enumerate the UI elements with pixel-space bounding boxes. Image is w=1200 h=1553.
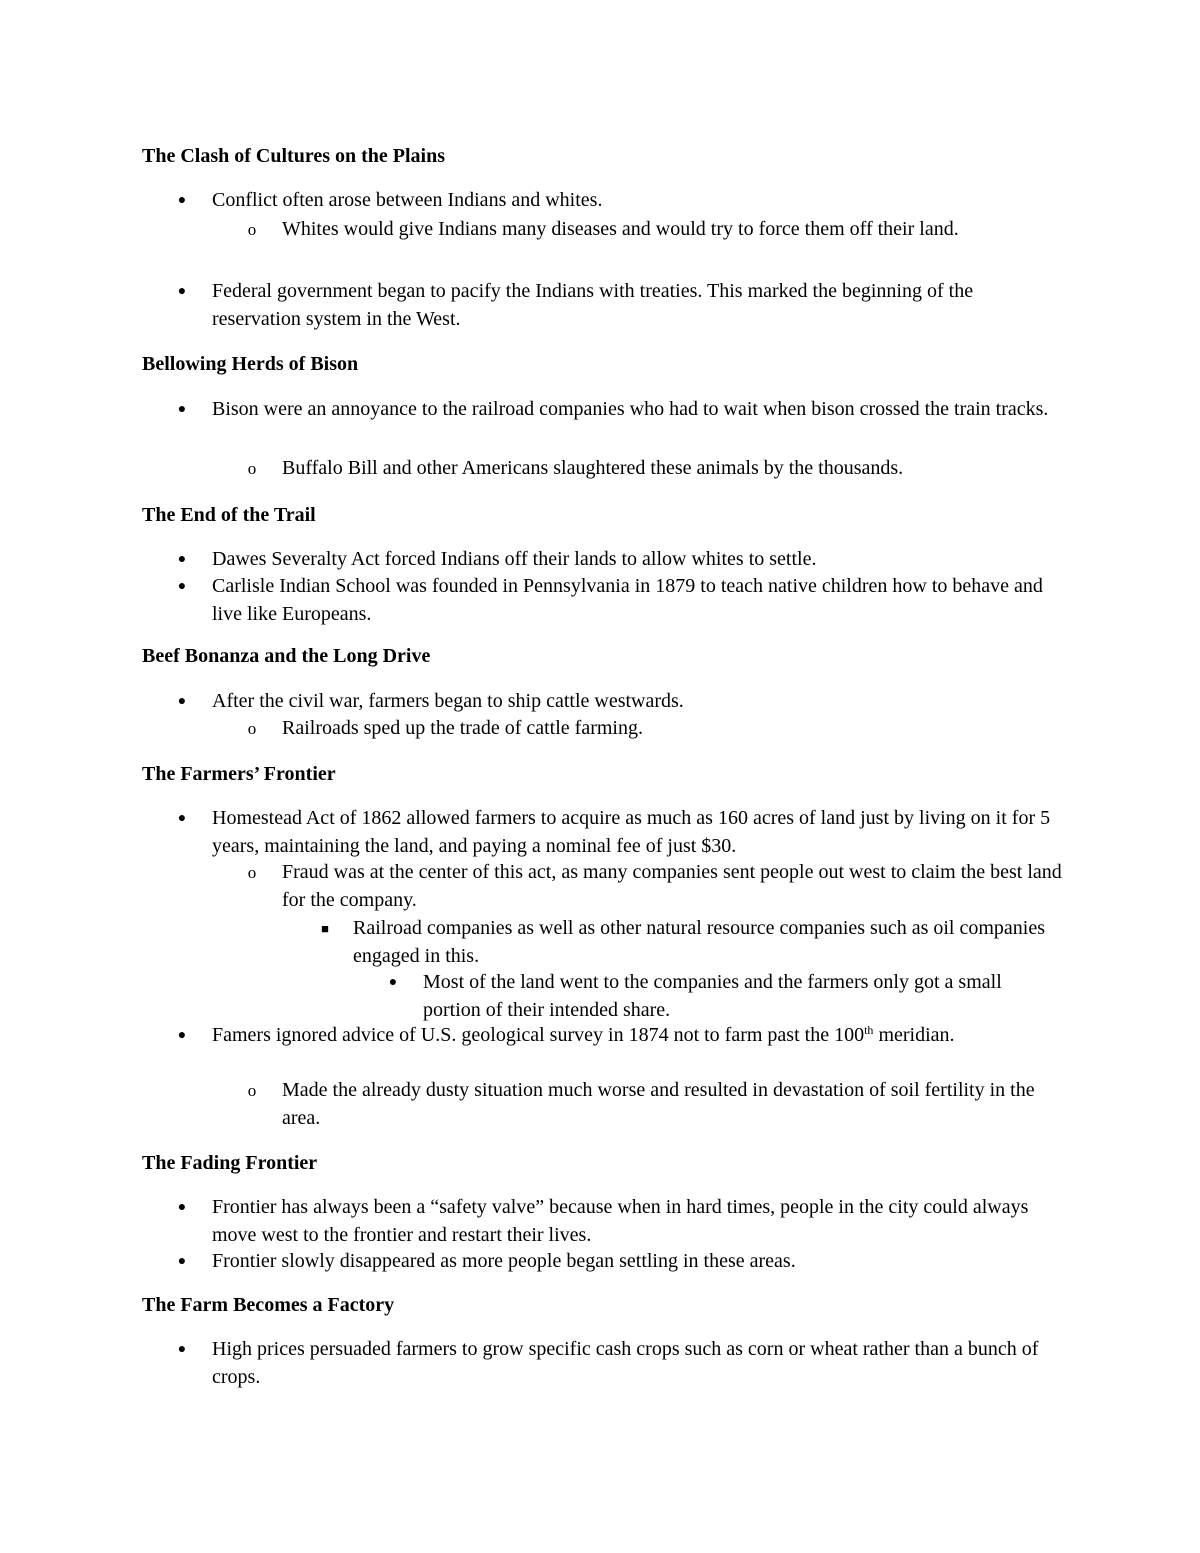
bullet-dot-icon: ● <box>177 552 187 567</box>
bullet-text: Most of the land went to the companies and the farmers only got a small portion of their intended share. <box>423 971 1002 1021</box>
bullet-circle-icon: o <box>247 863 257 882</box>
bullet-item <box>177 573 1062 628</box>
bullet-dot-icon: ● <box>177 1028 187 1043</box>
bullet-dot-icon: ● <box>177 694 187 709</box>
bullet-dot-icon: ● <box>177 1342 187 1357</box>
bullet-text: Dawes Severalty Act forced Indians off their lands to allow whites to settle. <box>212 548 817 570</box>
bullet-dot-icon: ● <box>177 579 187 594</box>
bullet-text: Federal government began to pacify the Indians with treaties. This marked the beginning of the reservation system in the West. <box>212 280 974 330</box>
bullet-text: Conflict often arose between Indians and whites. <box>212 189 603 211</box>
bullet-item <box>177 187 1062 215</box>
bullet-text: Railroad companies as well as other natural resource companies such as oil companies engaged in this. <box>353 917 1045 967</box>
bullet-text <box>212 1022 1062 1050</box>
sub-bullet-item <box>247 1077 1062 1132</box>
ordinal-superscript: th <box>864 1023 874 1037</box>
section-heading: Bellowing Herds of Bison <box>142 353 359 375</box>
section-heading: The Fading Frontier <box>142 1152 318 1174</box>
bullet-circle-icon: o <box>247 459 257 478</box>
bullet-item <box>177 396 1062 424</box>
bullet-text: Whites would give Indians many diseases and would try to force them off their land. <box>282 218 959 240</box>
bullet-text: Buffalo Bill and other Americans slaughtered these animals by the thousands. <box>282 457 904 479</box>
section-heading: The Farmers’ Frontier <box>142 763 336 785</box>
bullet-item <box>177 1194 1062 1249</box>
bullet-text: Carlisle Indian School was founded in Pennsylvania in 1879 to teach native children how to behave and live like Europeans. <box>212 575 1043 625</box>
bullet-dot-icon: ● <box>177 402 187 417</box>
sub-bullet-item <box>247 216 1062 244</box>
bullet-square-icon: ■ <box>321 921 329 936</box>
bullet-text: Frontier has always been a “safety valve” because when in hard times, people in the city could always move west to the frontier and restart their lives. <box>212 1196 1029 1246</box>
bullet-text: Homestead Act of 1862 allowed farmers to acquire as much as 160 acres of land just by living on it for 5 years, maintaining the land, and paying a nominal fee of just $30. <box>212 807 1051 857</box>
sub-bullet-item <box>247 715 1062 743</box>
sub-bullet-item <box>247 859 1062 914</box>
bullet-item <box>177 1248 1062 1276</box>
bullet-item <box>177 546 1062 574</box>
section-heading: Beef Bonanza and the Long Drive <box>142 645 431 667</box>
bullet-dot-icon: ● <box>177 284 187 299</box>
bullet-dot-icon: ● <box>177 811 187 826</box>
bullet-text: Fraud was at the center of this act, as many companies sent people out west to claim the best land for the company. <box>282 861 1062 911</box>
bullet-dot-icon: ● <box>177 1254 187 1269</box>
section-heading: The End of the Trail <box>142 504 316 526</box>
bullet-text-start: Famers ignored advice of U.S. geological survey in 1874 not to farm past the 100 <box>212 1024 865 1046</box>
bullet-text: High prices persuaded farmers to grow specific cash crops such as corn or wheat rather than a bunch of crops. <box>212 1338 1039 1388</box>
bullet-circle-icon: o <box>247 1081 257 1100</box>
bullet-item <box>177 688 1062 716</box>
bullet-item <box>177 1336 1062 1391</box>
bullet-dot-icon: ● <box>177 193 187 208</box>
bullet-dot-icon: ● <box>388 975 398 990</box>
bullet-text-end: meridian. <box>873 1024 955 1046</box>
bullet-text: Railroads sped up the trade of cattle farming. <box>282 717 643 739</box>
section-heading: The Clash of Cultures on the Plains <box>142 145 446 167</box>
bullet-circle-icon: o <box>247 220 257 239</box>
section-heading: The Farm Becomes a Factory <box>142 1294 395 1316</box>
bullet-item <box>177 278 1062 333</box>
bullet-text: Bison were an annoyance to the railroad companies who had to wait when bison crossed the train tracks. <box>212 398 1049 420</box>
sub-bullet-item <box>247 455 1062 483</box>
bullet-circle-icon: o <box>247 719 257 738</box>
bullet-item <box>177 1022 1062 1050</box>
bullet-item <box>177 805 1062 860</box>
sub-sub-bullet-item <box>321 915 1053 970</box>
bullet-dot-icon: ● <box>177 1200 187 1215</box>
bullet-text: Made the already dusty situation much worse and resulted in devastation of soil fertility in the area. <box>282 1079 1035 1129</box>
level4-bullet-item <box>388 969 1063 1024</box>
bullet-text: After the civil war, farmers began to ship cattle westwards. <box>212 690 684 712</box>
bullet-text: Frontier slowly disappeared as more people began settling in these areas. <box>212 1250 796 1272</box>
